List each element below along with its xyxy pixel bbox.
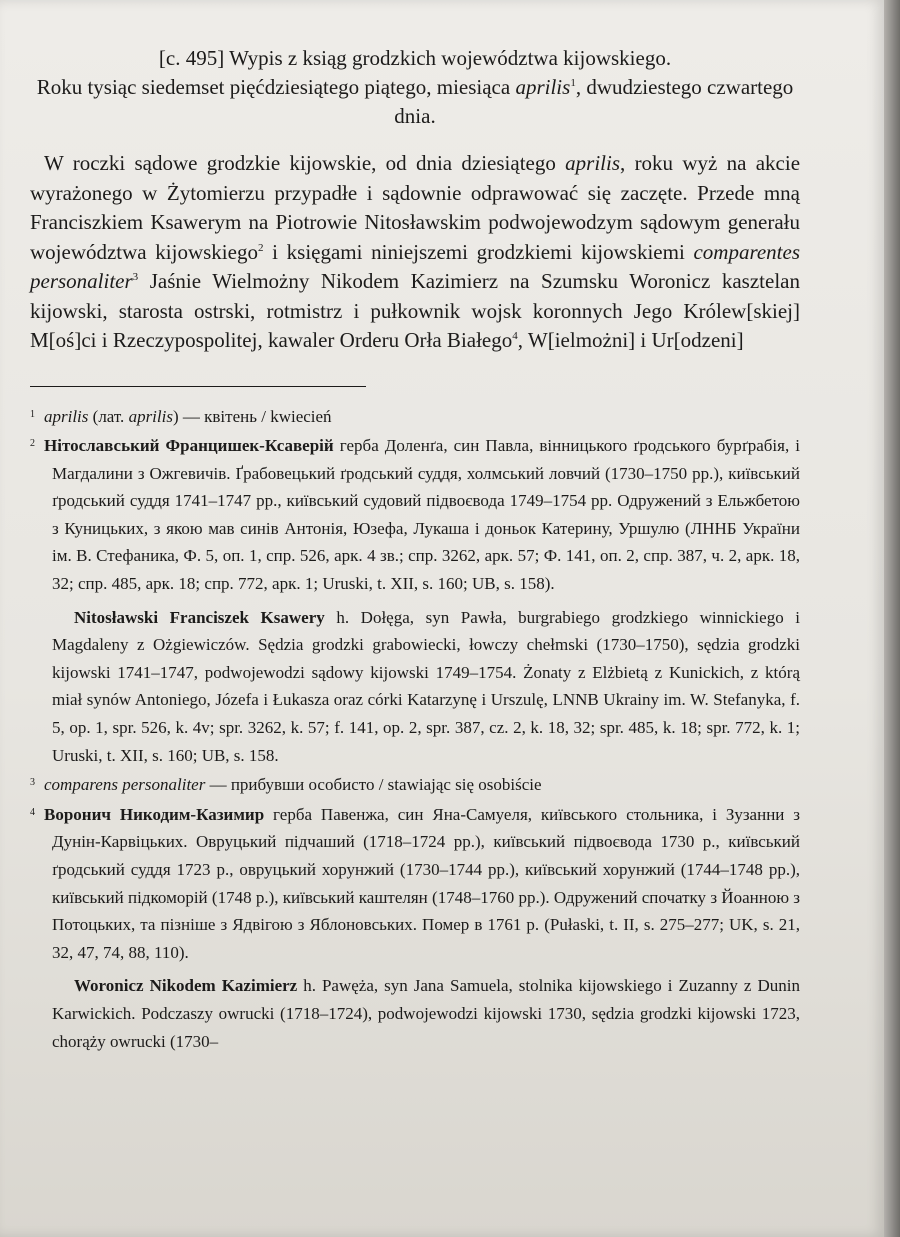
footnote-4: 4 Воронич Никодим-Казимир герба Павенжа, син Яна-Самуеля, київського стольника, і Зузанни з Дунін-Карвіцьких. Овруцький підчаший (1718–1724 рр.), київський підвоєвода 1730 р., київський ґродський суддя 1723 р., овруцький хорунжий (1730–1744 рр.), київський хорунжий (1744–1748 рр.), київський підкоморій (1748 р.), київський каштелян (1748–1760 рр.). Одружений спочатку з Йоанною з Потоцьких, та пізніше з Ядвігою з Яблоновських. Помер в 1761 р. (Pułaski, t. II, s. 275–277; UK, s. 21, 32, 47, 74, 88, 110). [30,799,800,967]
footnote-number: 3 [30,777,35,789]
footnote-number: 4 [30,806,35,818]
latin-term: comparentes personaliter [30,239,800,293]
latin-term: aprilis [565,151,621,175]
person-name: Woronicz Nikodem Kazimierz [74,976,298,996]
title-line-2: Roku tysiąc siedemset pięćdziesiątego piątego, miesiąca [36,75,511,99]
footnote-number: 1 [30,408,35,420]
person-name: Nitosławski Franciszek Ksawery [74,607,325,627]
footnote-ref-1[interactable]: 1 [570,77,576,89]
footnote-3: 3 comparens personaliter — прибувши особисто / stawiając się osobiście [30,769,800,799]
person-name: Нітославський Францишек-Ксаверій [44,436,334,456]
footnote-divider [30,386,366,387]
title-line-2-end: , dwudziestego czwartego dnia. [394,75,794,128]
person-name: Воронич Никодим-Казимир [44,804,265,824]
footnotes [30,401,800,1056]
footnote-2-polish: Nitosławski Franciszek Ksawery h. Dołęga, syn Pawła, burgrabiego grodzkiego winnickiego i Magdaleny z Ożgiewiczów. Sędzia grodzki grabowiecki, łowczy chełmski (1730–1750), sędzia grodzki kijowski 1741–1747, podwojewodzi sądowy kijowski 1749–1754. Żonaty z Elżbietą z Kunickich, z którą miał synów Antoniego, Józefa i Łukasza oraz córki Katarzynę i Urszulę, LNNB Ukrainy im. W. Stefanyka, f. 5, op. 1, spr. 526, k. 4v; spr. 3262, k. 57; f. 141, op. 2, spr. 387, cz. 2, k. 18, 32; spr. 485, k. 18; spr. 772, k. 1; Uruski, t. XII, s. 160; UB, s. 158. [52,607,800,765]
footnote-ref-2[interactable]: 2 [257,241,264,254]
title-line-1: Wypis z ksiąg grodzkich województwa kijowskiego. [229,46,672,70]
footnote-number: 2 [30,438,35,450]
main-paragraph: W roczki sądowe grodzkie kijowskie, od dnia dziesiątego aprilis, roku wyż na akcie wyrażonego w Żytomierzu przypadłe i sądownie odprawować się zaczęte. Przede mną Franciszkiem Ksawerym na Piotrowie Nitosławskim podwojewodzym sądowym generału województwa kijowskiego$^2$ i księgami niniejszemi grodzkiemi kijowskiemi comparentes personaliter$^3$ Jaśnie Wielmożny Nikodem Kazimierz na Szumsku Woronicz kasztelan kijowski, starosta ostrski, rotmistrz i pułkownik wojsk koronnych Jego Królew[skiej] M[oś]ci i Rzeczypospolitej, kawaler Orderu Orła Białego$^4$, W[ielmożni] i Ur[odzeni] [30,151,801,352]
footnote-ref-3[interactable]: 3 [132,271,139,283]
page-edge [884,0,900,1237]
footnote-ref-4[interactable]: 4 [512,330,518,342]
footnote-4-polish: Woronicz Nikodem Kazimierz h. Pawęża, syn Jana Samuela, stolnika kijowskiego i Zuzanny z Dunin Karwickich. Podczaszy owrucki (1718–1724), podwojewodzi kijowski 1730, sędzia grodzki kijowski 1723, chorąży owrucki (1730– [52,976,800,1051]
title-latin-term: aprilis [515,75,571,99]
page-reference: [c. 495] [158,46,225,70]
footnote-1: 1 aprilis (лат. aprilis) — квітень / kwiecień [30,401,800,431]
footnote-2: 2 Нітославський Францишек-Ксаверій герба Доленґа, син Павла, вінницького ґродського бурґрабія, і Магдалини з Ожгевичів. Ґрабовецький ґродський суддя, холмський ловчий (1730–1750 рр.), київський ґродський суддя 1741–1747 рр., київський судовий підвоєвода 1749–1754 рр. Одружений з Ельжбетою з Куницьких, з якою мав синів Антонія, Юзефа, Лукаша і доньок Катерину, Уршулю (ЛННБ України ім. В. Стефаника, Ф. 5, оп. 1, спр. 526, арк. 4 зв.; спр. 3262, арк. 57; Ф. 141, оп. 2, спр. 387, ч. 2, арк. 18, 32; спр. 485, арк. 18; спр. 772, арк. 1; Uruski, t. XII, s. 160; UB, s. 158). [30,430,800,598]
page-content [30,44,800,1055]
document-title [30,44,800,131]
